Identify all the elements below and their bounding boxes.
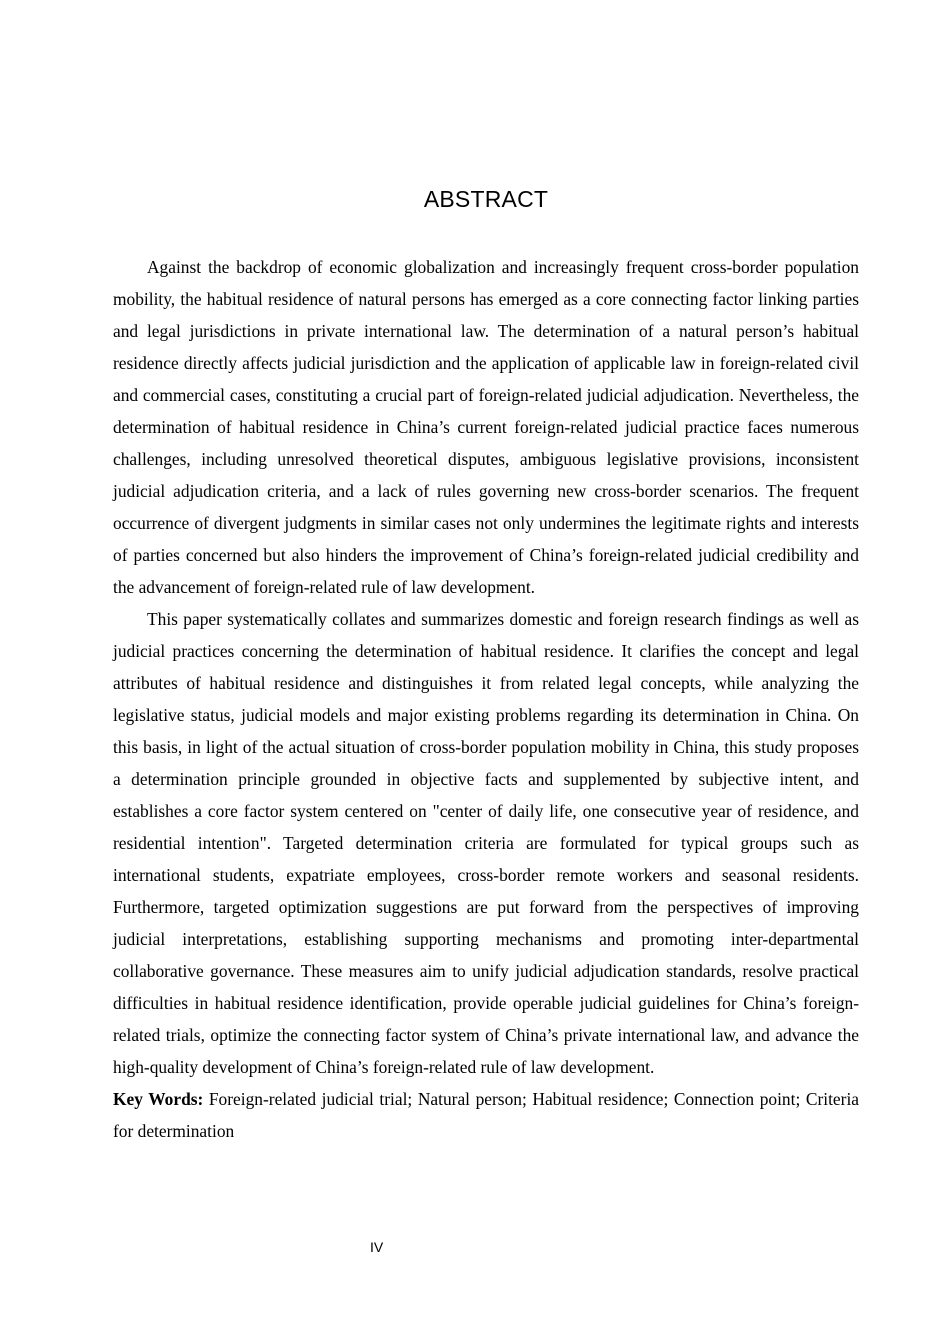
keywords-label: Key Words: bbox=[113, 1089, 204, 1109]
abstract-paragraph-1: Against the backdrop of economic globalization and increasingly frequent cross-border population mobility, the habitual residence of natural persons has emerged as a core connecting factor linking parties and legal jurisdictions in private international law. The determination of a natural person’s habitual residence directly affects judicial jurisdiction and the application of applicable law in foreign-related civil and commercial cases, constituting a crucial part of foreign-related judicial adjudication. Nevertheless, the determination of habitual residence in China’s current foreign-related judicial practice faces numerous challenges, including unresolved theoretical disputes, ambiguous legislative provisions, inconsistent judicial adjudication criteria, and a lack of rules governing new cross-border scenarios. The frequent occurrence of divergent judgments in similar cases not only undermines the legitimate rights and interests of parties concerned but also hinders the improvement of China’s foreign-related judicial credibility and the advancement of foreign-related rule of law development. bbox=[113, 257, 859, 597]
page-number: IV bbox=[370, 1239, 384, 1255]
keywords-line bbox=[113, 1083, 859, 1147]
abstract-body bbox=[113, 251, 859, 1147]
keywords-list: Foreign-related judicial trial; Natural person; Habitual residence; Connection point; Criteria for determination bbox=[113, 1089, 859, 1141]
abstract-paragraph-2: This paper systematically collates and summarizes domestic and foreign research findings as well as judicial practices concerning the determination of habitual residence. It clarifies the concept and legal attributes of habitual residence and distinguishes it from related legal concepts, while analyzing the legislative status, judicial models and major existing problems regarding its determination in China. On this basis, in light of the actual situation of cross-border population mobility in China, this study proposes a determination principle grounded in objective facts and supplemented by subjective intent, and establishes a core factor system centered on "center of daily life, one consecutive year of residence, and residential intention". Targeted determination criteria are formulated for typical groups such as international students, expatriate employees, cross-border remote workers and seasonal residents. Furthermore, targeted optimization suggestions are put forward from the perspectives of improving judicial interpretations, establishing supporting mechanisms and promoting inter-departmental collaborative governance. These measures aim to unify judicial adjudication standards, resolve practical difficulties in habitual residence identification, provide operable judicial guidelines for China’s foreign-related trials, optimize the connecting factor system of China’s private international law, and advance the high-quality development of China’s foreign-related rule of law development. bbox=[113, 609, 859, 1077]
abstract-heading: ABSTRACT bbox=[423, 186, 549, 212]
